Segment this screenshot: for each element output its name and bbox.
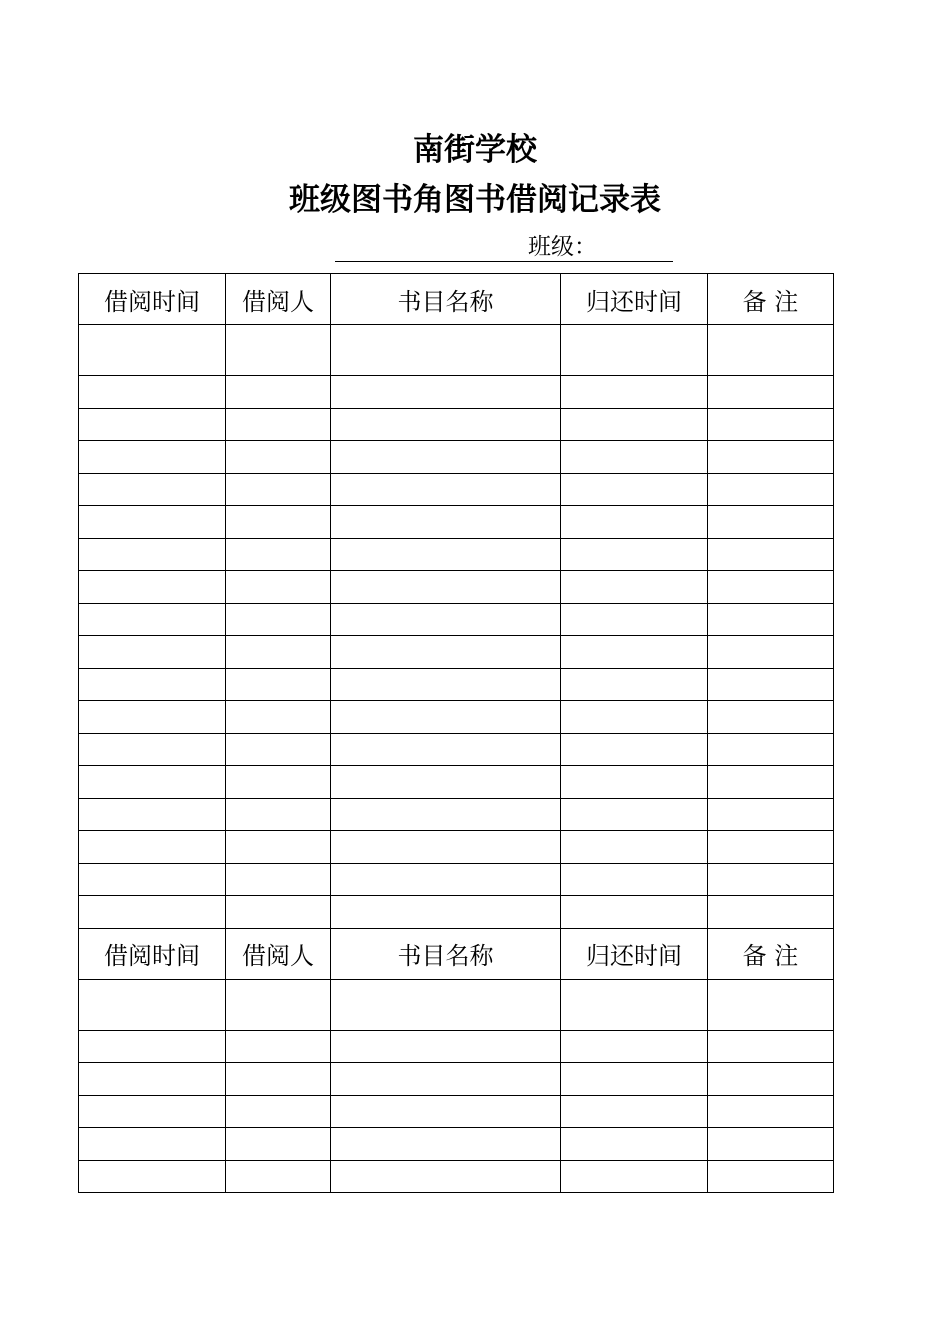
cell-remarks [708,506,834,539]
cell-book-title [331,831,561,864]
cell-remarks [708,441,834,474]
cell-borrow-time [79,1160,226,1193]
header-return-time: 归还时间 [561,928,708,979]
cell-borrow-time [79,831,226,864]
cell-borrower [226,863,331,896]
cell-borrow-time [79,1095,226,1128]
cell-borrower [226,636,331,669]
cell-book-title [331,538,561,571]
cell-borrow-time [79,538,226,571]
table-row [79,408,834,441]
cell-return-time [561,831,708,864]
header-borrower: 借阅人 [226,928,331,979]
cell-return-time [561,733,708,766]
cell-return-time [561,979,708,1030]
cell-borrow-time [79,798,226,831]
cell-remarks [708,979,834,1030]
cell-return-time [561,603,708,636]
table-row [79,603,834,636]
cell-book-title [331,441,561,474]
cell-return-time [561,473,708,506]
cell-borrower [226,1063,331,1096]
cell-book-title [331,896,561,929]
cell-book-title [331,733,561,766]
cell-borrow-time [79,766,226,799]
table-row [79,1030,834,1063]
cell-remarks [708,473,834,506]
cell-remarks [708,636,834,669]
cell-book-title [331,376,561,409]
table-row [79,636,834,669]
cell-return-time [561,1095,708,1128]
cell-book-title [331,1160,561,1193]
cell-borrower [226,766,331,799]
cell-remarks [708,571,834,604]
cell-borrow-time [79,733,226,766]
cell-remarks [708,408,834,441]
cell-book-title [331,863,561,896]
cell-borrower [226,1030,331,1063]
cell-book-title [331,1095,561,1128]
cell-borrow-time [79,506,226,539]
table-row [79,441,834,474]
cell-remarks [708,1030,834,1063]
table-row [79,571,834,604]
table-row [79,979,834,1030]
table-row [79,831,834,864]
cell-borrow-time [79,408,226,441]
cell-return-time [561,1160,708,1193]
cell-book-title [331,766,561,799]
cell-remarks [708,701,834,734]
cell-remarks [708,603,834,636]
cell-borrower [226,831,331,864]
table-row [79,506,834,539]
cell-borrower [226,798,331,831]
cell-return-time [561,376,708,409]
cell-borrow-time [79,668,226,701]
cell-return-time [561,1063,708,1096]
cell-remarks [708,538,834,571]
cell-remarks [708,1063,834,1096]
cell-borrow-time [79,701,226,734]
cell-borrower [226,733,331,766]
table-header-row [79,274,834,325]
table-row [79,1063,834,1096]
cell-remarks [708,1128,834,1161]
cell-return-time [561,701,708,734]
school-name: 南街学校 [413,132,537,168]
cell-borrow-time [79,1063,226,1096]
cell-return-time [561,863,708,896]
header-remarks: 备 注 [708,928,834,979]
cell-book-title [331,603,561,636]
table-row [79,473,834,506]
table-row [79,896,834,929]
cell-book-title [331,636,561,669]
table-row [79,701,834,734]
table-row [79,766,834,799]
borrow-record-table [78,273,834,1193]
header-borrow-time: 借阅时间 [79,928,226,979]
cell-return-time [561,506,708,539]
cell-borrower [226,506,331,539]
cell-book-title [331,473,561,506]
cell-book-title [331,701,561,734]
cell-book-title [331,408,561,441]
cell-book-title [331,1063,561,1096]
cell-remarks [708,376,834,409]
cell-book-title [331,1128,561,1161]
cell-borrow-time [79,571,226,604]
cell-book-title [331,798,561,831]
cell-borrower [226,1160,331,1193]
cell-return-time [561,538,708,571]
cell-return-time [561,668,708,701]
cell-borrower [226,325,331,376]
cell-return-time [561,1030,708,1063]
cell-book-title [331,571,561,604]
cell-borrower [226,603,331,636]
cell-borrower [226,441,331,474]
cell-borrower [226,408,331,441]
cell-borrower [226,668,331,701]
cell-remarks [708,831,834,864]
table-row [79,376,834,409]
table-row [79,1095,834,1128]
cell-remarks [708,1095,834,1128]
cell-return-time [561,798,708,831]
cell-return-time [561,325,708,376]
cell-borrower [226,896,331,929]
cell-book-title [331,668,561,701]
cell-book-title [331,325,561,376]
table-row [79,538,834,571]
table-row [79,668,834,701]
header-borrower: 借阅人 [226,274,331,325]
cell-return-time [561,1128,708,1161]
table-row [79,863,834,896]
header-book-title: 书目名称 [331,928,561,979]
cell-borrow-time [79,441,226,474]
cell-borrow-time [79,325,226,376]
cell-borrow-time [79,636,226,669]
class-label: 班级： [528,234,597,260]
cell-book-title [331,506,561,539]
cell-borrow-time [79,863,226,896]
cell-remarks [708,1160,834,1193]
header-borrow-time: 借阅时间 [79,274,226,325]
header-book-title: 书目名称 [331,274,561,325]
table-row [79,1160,834,1193]
cell-return-time [561,636,708,669]
table-header-row [79,928,834,979]
table-row [79,325,834,376]
cell-borrower [226,1095,331,1128]
cell-book-title [331,1030,561,1063]
header-return-time: 归还时间 [561,274,708,325]
cell-borrow-time [79,1030,226,1063]
cell-remarks [708,863,834,896]
form-title: 班级图书角图书借阅记录表 [289,182,661,218]
cell-remarks [708,798,834,831]
cell-borrow-time [79,603,226,636]
table-row [79,1128,834,1161]
cell-borrower [226,979,331,1030]
cell-borrow-time [79,1128,226,1161]
cell-borrower [226,571,331,604]
cell-remarks [708,896,834,929]
cell-remarks [708,733,834,766]
table-row [79,733,834,766]
cell-borrower [226,538,331,571]
cell-return-time [561,571,708,604]
cell-remarks [708,668,834,701]
header-remarks: 备 注 [708,274,834,325]
cell-return-time [561,441,708,474]
cell-borrower [226,376,331,409]
cell-remarks [708,766,834,799]
table-row [79,798,834,831]
cell-borrow-time [79,376,226,409]
cell-borrower [226,701,331,734]
cell-return-time [561,766,708,799]
cell-borrow-time [79,979,226,1030]
cell-return-time [561,408,708,441]
cell-borrow-time [79,473,226,506]
class-underline [335,261,673,262]
cell-borrow-time [79,896,226,929]
cell-book-title [331,979,561,1030]
cell-remarks [708,325,834,376]
cell-borrower [226,473,331,506]
cell-borrower [226,1128,331,1161]
cell-return-time [561,896,708,929]
